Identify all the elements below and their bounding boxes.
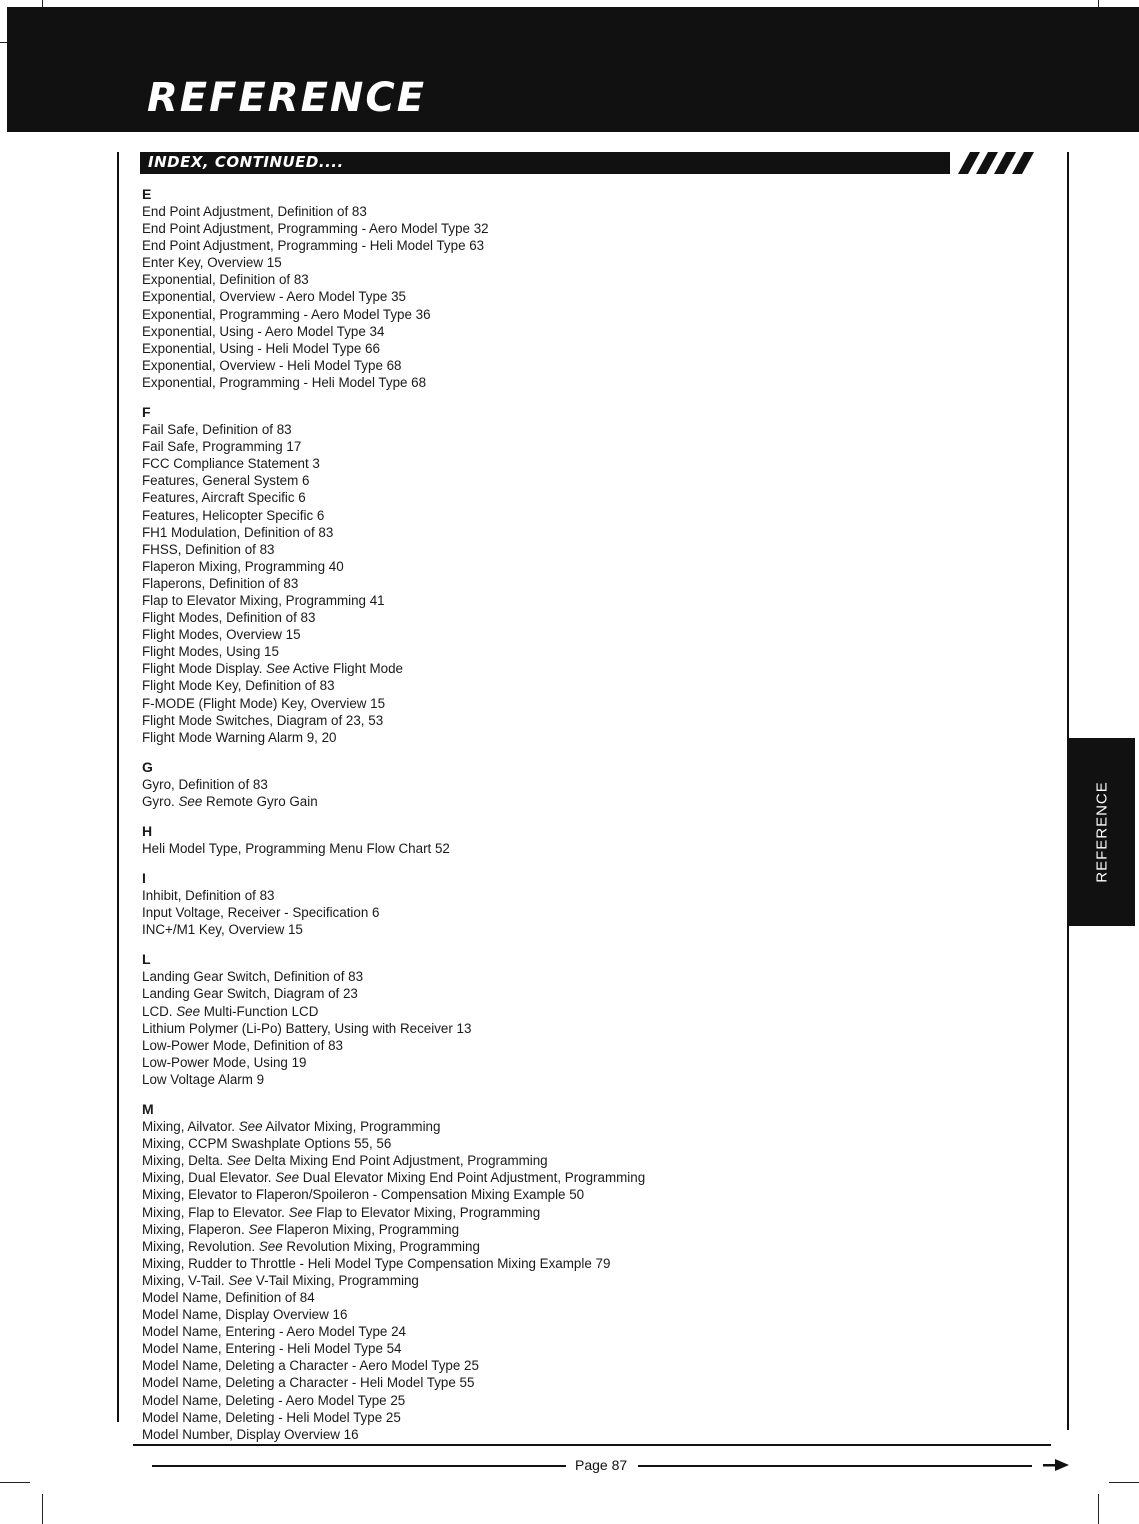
index-entry: Flap to Elevator Mixing, Programming 41 [142, 592, 385, 608]
page-number: Page 87 [575, 1457, 628, 1473]
section-header-bar [140, 152, 950, 174]
index-entry: Mixing, V-Tail. See V-Tail Mixing, Programming [142, 1272, 419, 1288]
index-entry: Mixing, Rudder to Throttle - Heli Model Type Compensation Mixing Example 79 [142, 1255, 611, 1271]
index-entry: Flight Mode Display. See Active Flight Mode [142, 661, 404, 677]
index-entry: Low-Power Mode, Definition of 83 [142, 1037, 343, 1053]
index-entry: Model Name, Definition of 84 [142, 1289, 315, 1305]
index-entry: Gyro, Definition of 83 [142, 776, 268, 792]
index-entry: Fail Safe, Definition of 83 [142, 422, 292, 438]
index-entry: Features, Helicopter Specific 6 [142, 507, 325, 523]
left-margin-rule [117, 152, 119, 1422]
page-header [7, 7, 1139, 132]
index-entry: End Point Adjustment, Definition of 83 [142, 204, 367, 219]
index-entry: Heli Model Type, Programming Menu Flow Chart 52 [142, 841, 450, 856]
index-entry: Mixing, Revolution. See Revolution Mixing, Programming [142, 1238, 480, 1254]
index-entry: F-MODE (Flight Mode) Key, Overview 15 [142, 695, 386, 711]
index-entry: Mixing, Flaperon. See Flaperon Mixing, Programming [142, 1221, 460, 1237]
index-list [142, 186, 1022, 1456]
index-letter: I [142, 870, 146, 887]
crop-mark [0, 1482, 30, 1483]
crop-mark [1109, 1482, 1139, 1483]
index-entry: Mixing, Ailvator. See Ailvator Mixing, Programming [142, 1119, 441, 1135]
index-entry: Exponential, Overview - Heli Model Type 68 [142, 357, 402, 373]
index-letter: F [142, 404, 151, 421]
index-entry: Flight Modes, Overview 15 [142, 627, 301, 643]
index-entry: LCD. See Multi-Function LCD [142, 1003, 319, 1019]
next-arrow-icon [1043, 1458, 1069, 1472]
index-entry: Flight Mode Warning Alarm 9, 20 [142, 729, 337, 745]
index-entry: Flight Mode Key, Definition of 83 [142, 678, 335, 694]
index-group [142, 823, 1022, 857]
index-entry: Model Name, Entering - Heli Model Type 54 [142, 1341, 402, 1357]
index-group [142, 404, 1022, 746]
index-entry: Model Name, Display Overview 16 [142, 1307, 348, 1323]
footer-rule-left [152, 1465, 566, 1467]
index-entry: Landing Gear Switch, Diagram of 23 [142, 986, 358, 1002]
index-entry: Model Name, Deleting a Character - Heli Model Type 55 [142, 1375, 475, 1391]
index-entry: Mixing, Flap to Elevator. See Flap to Elevator Mixing, Programming [142, 1204, 541, 1220]
index-group [142, 186, 1022, 391]
index-entry: Fail Safe, Programming 17 [142, 439, 302, 455]
index-entry: Inhibit, Definition of 83 [142, 888, 275, 904]
index-entry: Model Name, Deleting - Heli Model Type 25 [142, 1409, 401, 1425]
index-group [142, 1101, 1022, 1443]
index-entry: FH1 Modulation, Definition of 83 [142, 524, 334, 540]
index-entry: Features, General System 6 [142, 473, 310, 489]
crop-mark [42, 1494, 43, 1524]
index-group [142, 870, 1022, 938]
page-title: REFERENCE [147, 75, 427, 121]
index-entry: Landing Gear Switch, Definition of 83 [142, 969, 364, 985]
index-entry: Exponential, Programming - Aero Model Type 36 [142, 306, 431, 322]
index-entry: Flaperons, Definition of 83 [142, 575, 299, 591]
index-entry: Gyro. See Remote Gyro Gain [142, 793, 318, 809]
index-entry: Exponential, Programming - Heli Model Type 68 [142, 374, 427, 390]
index-entry: Enter Key, Overview 15 [142, 255, 282, 271]
index-entry: Exponential, Definition of 83 [142, 272, 309, 288]
index-entry: INC+/M1 Key, Overview 15 [142, 922, 303, 938]
decorative-stripes-icon [950, 152, 1042, 174]
index-entry: Input Voltage, Receiver - Specification 6 [142, 905, 380, 921]
index-group [142, 951, 1022, 1088]
index-entry: Exponential, Using - Heli Model Type 66 [142, 340, 380, 356]
index-entry: Model Number, Display Overview 16 [142, 1426, 359, 1442]
index-letter: G [142, 758, 153, 775]
index-entry: Low Voltage Alarm 9 [142, 1071, 265, 1087]
bottom-rule [133, 1444, 1051, 1446]
index-entry: Low-Power Mode, Using 19 [142, 1054, 307, 1070]
index-entry: Model Name, Deleting a Character - Aero Model Type 25 [142, 1358, 479, 1374]
index-entry: Mixing, Dual Elevator. See Dual Elevator Mixing End Point Adjustment, Programming [142, 1170, 646, 1186]
index-letter: M [142, 1101, 154, 1118]
side-tab [1068, 738, 1135, 926]
index-entry: Flight Modes, Using 15 [142, 644, 279, 660]
section-title: INDEX, CONTINUED.... [148, 153, 344, 171]
index-letter: L [142, 951, 151, 968]
crop-mark [1098, 1494, 1099, 1524]
index-entry: Flight Modes, Definition of 83 [142, 610, 316, 626]
index-entry: Mixing, Elevator to Flaperon/Spoileron - Compensation Mixing Example 50 [142, 1187, 585, 1203]
index-group [142, 759, 1022, 810]
side-tab-label: REFERENCE [1093, 781, 1110, 883]
index-entry: Lithium Polymer (Li-Po) Battery, Using with Receiver 13 [142, 1020, 472, 1036]
index-entry: End Point Adjustment, Programming - Heli Model Type 63 [142, 238, 485, 254]
index-entry: Mixing, Delta. See Delta Mixing End Point Adjustment, Programming [142, 1153, 548, 1169]
footer-rule-right [638, 1465, 1032, 1467]
index-entry: Model Name, Entering - Aero Model Type 24 [142, 1324, 406, 1340]
index-entry: Flight Mode Switches, Diagram of 23, 53 [142, 712, 384, 728]
index-entry: Exponential, Overview - Aero Model Type 35 [142, 289, 406, 305]
index-entry: Mixing, CCPM Swashplate Options 55, 56 [142, 1136, 392, 1152]
index-entry: Features, Aircraft Specific 6 [142, 490, 306, 506]
index-entry: End Point Adjustment, Programming - Aero Model Type 32 [142, 221, 489, 237]
index-entry: Flaperon Mixing, Programming 40 [142, 558, 344, 574]
index-entry: FCC Compliance Statement 3 [142, 456, 320, 472]
index-letter: H [142, 823, 153, 839]
index-letter: E [142, 186, 152, 202]
index-entry: Model Name, Deleting - Aero Model Type 25 [142, 1392, 406, 1408]
index-entry: Exponential, Using - Aero Model Type 34 [142, 323, 385, 339]
index-entry: FHSS, Definition of 83 [142, 541, 275, 557]
